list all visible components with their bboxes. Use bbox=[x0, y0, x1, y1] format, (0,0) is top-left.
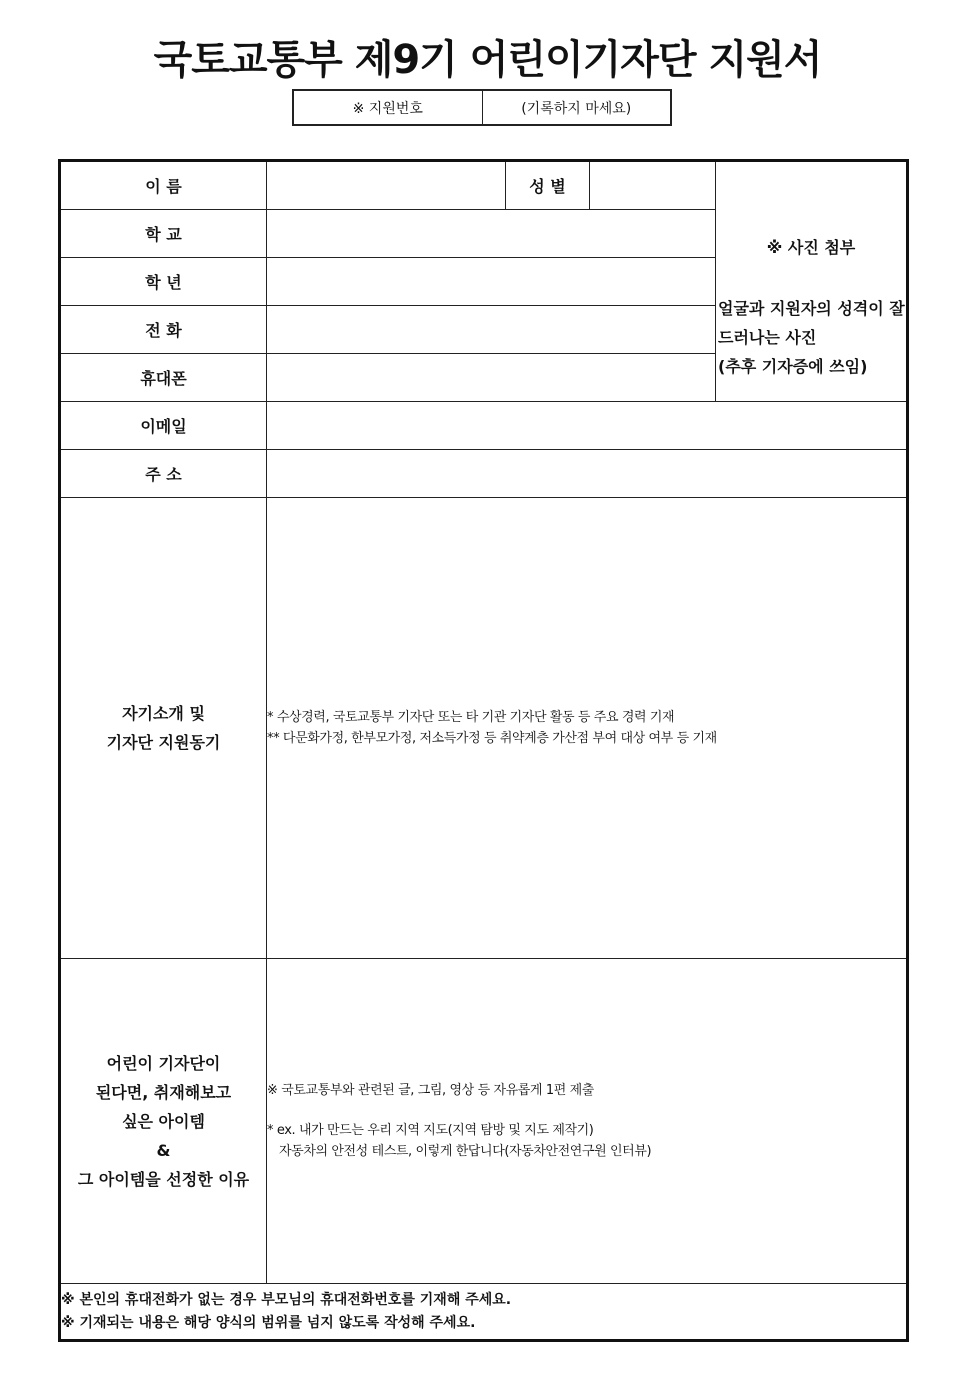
address-field[interactable] bbox=[267, 450, 908, 498]
name-field[interactable] bbox=[267, 161, 506, 210]
item-label-line: 어린이 기자단이 bbox=[106, 1053, 221, 1073]
email-label: 이메일 bbox=[60, 402, 267, 450]
item-note: * ex. 내가 만드는 우리 지역 지도(지역 탐방 및 지도 제작기) bbox=[267, 1123, 594, 1138]
photo-desc-line: 드러나는 사진 bbox=[718, 327, 817, 347]
application-form-table bbox=[58, 159, 909, 1342]
item-note: 자동차의 안전성 테스트, 이렇게 한답니다(자동차안전연구원 인터뷰) bbox=[279, 1144, 652, 1159]
gender-field[interactable] bbox=[590, 161, 716, 210]
gender-label: 성 별 bbox=[506, 161, 590, 210]
grade-label: 학 년 bbox=[60, 258, 267, 306]
email-field[interactable] bbox=[267, 402, 908, 450]
item-label-line: & bbox=[156, 1140, 171, 1160]
item-label-line: 그 아이템을 선정한 이유 bbox=[77, 1169, 250, 1189]
mobile-label: 휴대폰 bbox=[60, 354, 267, 402]
photo-title: ※ 사진 첨부 bbox=[766, 237, 856, 257]
footer-note: ※ 기재되는 내용은 해당 양식의 범위를 넘지 않도록 작성해 주세요. bbox=[61, 1314, 476, 1331]
item-label bbox=[60, 959, 267, 1284]
intro-field[interactable] bbox=[267, 498, 908, 959]
application-number-note: (기록하지 마세요) bbox=[521, 100, 632, 117]
footer-notes bbox=[60, 1284, 908, 1341]
school-field[interactable] bbox=[267, 210, 716, 258]
grade-field[interactable] bbox=[267, 258, 716, 306]
phone-label: 전 화 bbox=[60, 306, 267, 354]
address-label: 주 소 bbox=[60, 450, 267, 498]
item-label-line: 싶은 아이템 bbox=[122, 1111, 205, 1131]
photo-desc-line: (추후 기자증에 쓰임) bbox=[718, 356, 868, 376]
intro-label-line: 기자단 지원동기 bbox=[106, 733, 221, 752]
application-number-box bbox=[292, 89, 672, 126]
item-label-line: 된다면, 취재해보고 bbox=[95, 1082, 232, 1102]
name-label: 이 름 bbox=[60, 161, 267, 210]
item-field[interactable] bbox=[267, 959, 908, 1284]
school-label: 학 교 bbox=[60, 210, 267, 258]
intro-note: * 수상경력, 국토교통부 기자단 또는 타 기관 기자단 활동 등 주요 경력 기재 bbox=[267, 710, 675, 725]
mobile-field[interactable] bbox=[267, 354, 716, 402]
phone-field[interactable] bbox=[267, 306, 716, 354]
photo-description bbox=[716, 294, 906, 381]
intro-note: ** 다문화가정, 한부모가정, 저소득가정 등 취약계층 가산점 부여 대상 여부 등 기재 bbox=[267, 731, 717, 746]
photo-desc-line: 얼굴과 지원자의 성격이 잘 bbox=[718, 298, 905, 318]
intro-label-line: 자기소개 및 bbox=[122, 704, 205, 723]
intro-label bbox=[60, 498, 267, 959]
photo-area[interactable] bbox=[716, 161, 908, 402]
application-number-label: ※ 지원번호 bbox=[294, 91, 483, 124]
form-title: 국토교통부 제9기 어린이기자단 지원서 bbox=[153, 37, 822, 83]
footer-note: ※ 본인의 휴대전화가 없는 경우 부모님의 휴대전화번호를 기재해 주세요. bbox=[61, 1291, 512, 1308]
item-note: ※ 국토교통부와 관련된 글, 그림, 영상 등 자유롭게 1편 제출 bbox=[267, 1083, 594, 1098]
